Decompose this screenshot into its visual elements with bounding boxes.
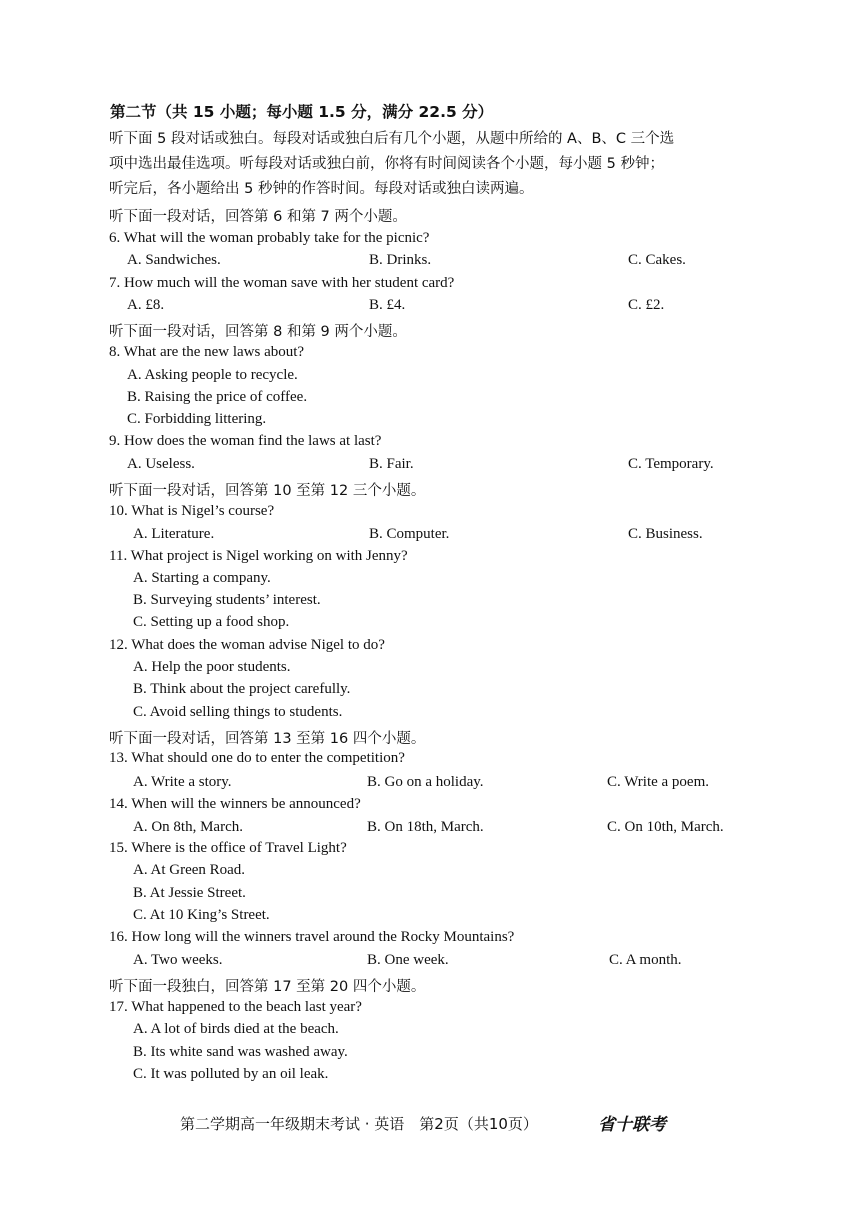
question-11-option-c: C. Setting up a food shop. bbox=[133, 614, 290, 630]
instruction-17-20: 听下面一段独白，回答第 17 至第 20 四个小题。 bbox=[109, 979, 426, 995]
section-title: 第二节（共 15 小题；每小题 1.5 分，满分 22.5 分） bbox=[110, 103, 494, 121]
question-7-option-a: A. £8. bbox=[127, 297, 165, 313]
question-8-stem: 8. What are the new laws about? bbox=[109, 344, 305, 360]
question-12-option-b: B. Think about the project carefully. bbox=[133, 681, 351, 697]
instruction-6-7: 听下面一段对话，回答第 6 和第 7 两个小题。 bbox=[109, 209, 407, 225]
question-16-option-b: B. One week. bbox=[367, 952, 449, 968]
question-9-option-b: B. Fair. bbox=[369, 456, 414, 472]
question-17-stem: 17. What happened to the beach last year? bbox=[109, 999, 362, 1015]
question-16-option-c: C. A month. bbox=[609, 952, 682, 968]
question-14-option-a: A. On 8th, March. bbox=[133, 819, 243, 835]
question-11-stem: 11. What project is Nigel working on with Jenny? bbox=[109, 548, 408, 564]
intro-line-3: 听完后，各小题给出 5 秒钟的作答时间。每段对话或独白读两遍。 bbox=[109, 181, 534, 197]
question-16-stem: 16. How long will the winners travel around the Rocky Mountains? bbox=[109, 929, 515, 945]
question-6-option-c: C. Cakes. bbox=[628, 252, 686, 268]
page-footer: 第二学期高一年级期末考试 · 英语 第2页（共10页） bbox=[180, 1115, 538, 1133]
question-10-option-c: C. Business. bbox=[628, 526, 703, 542]
question-12-option-a: A. Help the poor students. bbox=[133, 659, 291, 675]
question-6-option-b: B. Drinks. bbox=[369, 252, 432, 268]
question-6-stem: 6. What will the woman probably take for the picnic? bbox=[109, 230, 430, 246]
question-6-option-a: A. Sandwiches. bbox=[127, 252, 221, 268]
question-7-option-c: C. £2. bbox=[628, 297, 665, 313]
question-11-option-b: B. Surveying students’ interest. bbox=[133, 592, 321, 608]
question-9-option-a: A. Useless. bbox=[127, 456, 195, 472]
question-17-option-a: A. A lot of birds died at the beach. bbox=[133, 1021, 339, 1037]
question-12-option-c: C. Avoid selling things to students. bbox=[133, 704, 343, 720]
question-15-option-a: A. At Green Road. bbox=[133, 862, 246, 878]
exam-stamp: 省十联考 bbox=[598, 1115, 666, 1135]
question-14-stem: 14. When will the winners be announced? bbox=[109, 796, 361, 812]
question-15-option-c: C. At 10 King’s Street. bbox=[133, 907, 270, 923]
question-12-stem: 12. What does the woman advise Nigel to do? bbox=[109, 637, 385, 653]
question-16-option-a: A. Two weeks. bbox=[133, 952, 223, 968]
question-7-stem: 7. How much will the woman save with her student card? bbox=[109, 275, 455, 291]
question-8-option-a: A. Asking people to recycle. bbox=[127, 367, 298, 383]
question-9-stem: 9. How does the woman find the laws at last? bbox=[109, 433, 382, 449]
intro-line-2: 项中选出最佳选项。听每段对话或独白前，你将有时间阅读各个小题，每小题 5 秒钟； bbox=[109, 156, 664, 172]
question-13-option-b: B. Go on a holiday. bbox=[367, 774, 484, 790]
question-14-option-b: B. On 18th, March. bbox=[367, 819, 484, 835]
question-13-option-a: A. Write a story. bbox=[133, 774, 232, 790]
question-8-option-c: C. Forbidding littering. bbox=[127, 411, 267, 427]
question-17-option-b: B. Its white sand was washed away. bbox=[133, 1044, 348, 1060]
question-15-stem: 15. Where is the office of Travel Light? bbox=[109, 840, 347, 856]
question-9-option-c: C. Temporary. bbox=[628, 456, 714, 472]
instruction-13-16: 听下面一段对话，回答第 13 至第 16 四个小题。 bbox=[109, 731, 426, 747]
question-10-stem: 10. What is Nigel’s course? bbox=[109, 503, 275, 519]
instruction-10-12: 听下面一段对话，回答第 10 至第 12 三个小题。 bbox=[109, 483, 426, 499]
question-13-stem: 13. What should one do to enter the competition? bbox=[109, 750, 405, 766]
question-14-option-c: C. On 10th, March. bbox=[607, 819, 724, 835]
question-7-option-b: B. £4. bbox=[369, 297, 406, 313]
question-8-option-b: B. Raising the price of coffee. bbox=[127, 389, 308, 405]
question-10-option-b: B. Computer. bbox=[369, 526, 450, 542]
intro-line-1: 听下面 5 段对话或独白。每段对话或独白后有几个小题，从题中所给的 A、B、C 三个选 bbox=[109, 131, 675, 147]
question-10-option-a: A. Literature. bbox=[133, 526, 215, 542]
question-11-option-a: A. Starting a company. bbox=[133, 570, 271, 586]
instruction-8-9: 听下面一段对话，回答第 8 和第 9 两个小题。 bbox=[109, 324, 407, 340]
question-13-option-c: C. Write a poem. bbox=[607, 774, 710, 790]
question-15-option-b: B. At Jessie Street. bbox=[133, 885, 246, 901]
question-17-option-c: C. It was polluted by an oil leak. bbox=[133, 1066, 329, 1082]
